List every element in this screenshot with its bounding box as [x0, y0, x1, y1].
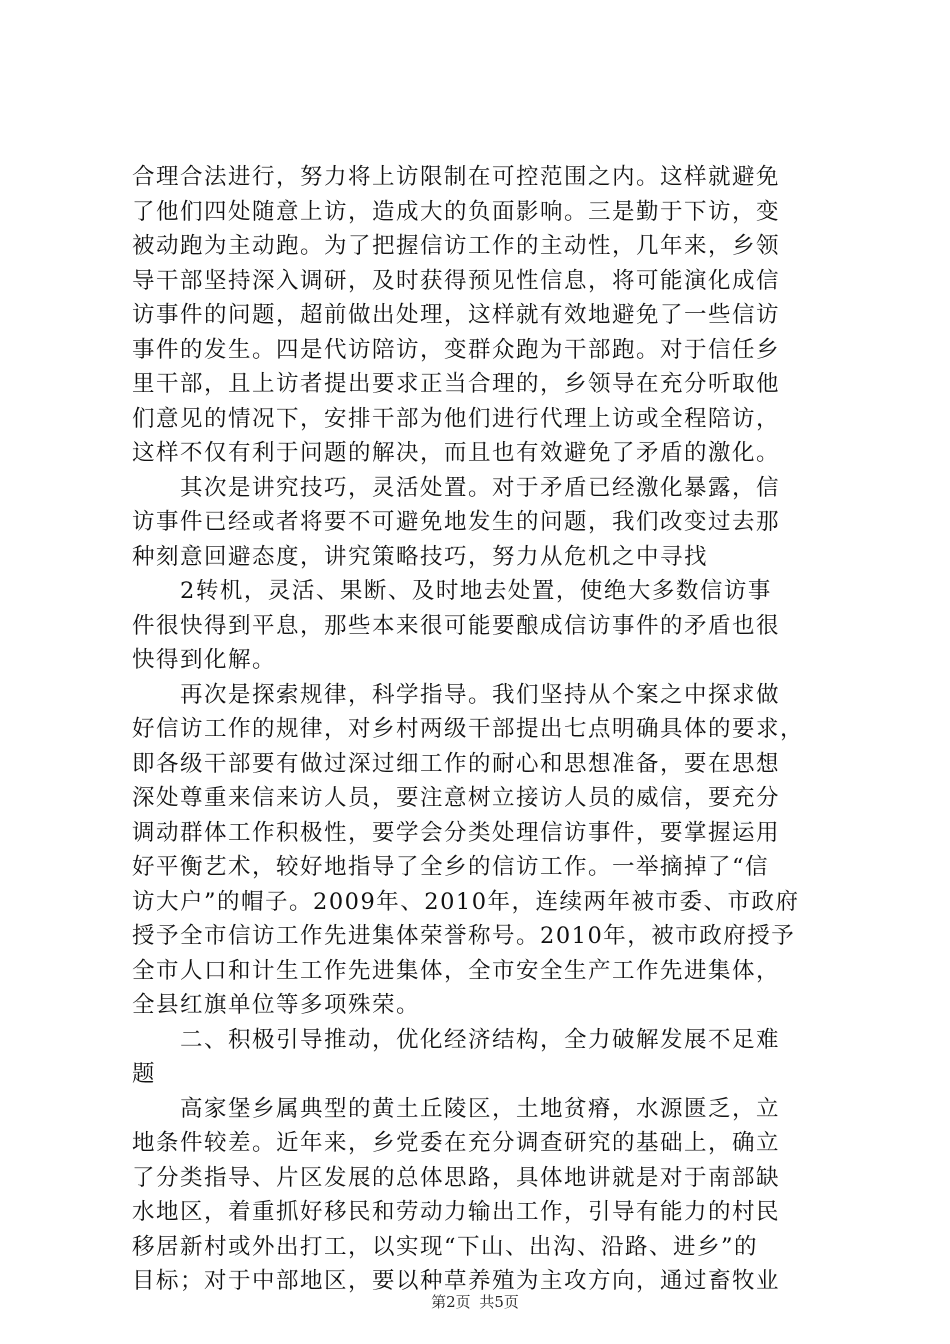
text-line: 调动群体工作积极性，要学会分类处理信访事件，要掌握运用	[132, 819, 781, 846]
text-line: 地条件较差。近年来，乡党委在充分调查研究的基础上，确立	[132, 1130, 781, 1156]
text-line: 再次是探索规律，科学指导。我们坚持从个案之中探求做	[180, 681, 781, 708]
text-line: 种刻意回避态度，讲究策略技巧，努力从危机之中寻找	[132, 543, 709, 570]
page-number: 第2页	[431, 1293, 471, 1311]
page-total: 共5页	[479, 1293, 519, 1311]
text-line: 目标；对于中部地区，要以种草养殖为主攻方向，通过畜牧业	[132, 1268, 781, 1294]
text-line: 件很快得到平息，那些本来很可能要酿成信访事件的矛盾也很	[132, 612, 781, 639]
text-line: 快得到化解。	[132, 647, 277, 673]
text-line: 们意见的情况下，安排干部为他们进行代理上访或全程陪访，	[132, 405, 781, 432]
text-line: 好平衡艺术，较好地指导了全乡的信访工作。一举摘掉了“信	[132, 854, 770, 880]
text-line: 好信访工作的规律，对乡村两级干部提出七点明确具体的要求，	[132, 716, 805, 742]
text-line: 里干部，且上访者提出要求正当合理的，乡领导在充分听取他	[132, 371, 781, 397]
text-line: 访事件已经或者将要不可避免地发生的问题，我们改变过去那	[132, 509, 781, 535]
text-line: 访事件的问题，超前做出处理，这样就有效地避免了一些信访	[132, 302, 781, 328]
text-line: 导干部坚持深入调研，及时获得预见性信息，将可能演化成信	[132, 267, 781, 294]
text-line: 2转机，灵活、果断、及时地去处置，使绝大多数信访事	[180, 578, 772, 604]
section-heading: 二、积极引导推动，优化经济结构，全力破解发展不足难	[180, 1026, 781, 1053]
text-line: 即各级干部要有做过深过细工作的耐心和思想准备，要在思想	[132, 750, 781, 777]
text-line: 了他们四处随意上访，造成大的负面影响。三是勤于下访，变	[132, 198, 781, 225]
body-text	[132, 160, 832, 1299]
text-line: 移居新村或外出打工，以实现“下山、出沟、沿路、进乡”的	[132, 1233, 759, 1260]
text-line: 访大户”的帽子。2009年、2010年，连续两年被市委、市政府	[132, 888, 800, 915]
text-line: 事件的发生。四是代访陪访，变群众跑为干部跑。对于信任乡	[132, 336, 781, 363]
text-line: 授予全市信访工作先进集体荣誉称号。2010年，被市政府授予	[132, 923, 796, 949]
text-line: 这样不仅有利于问题的解决，而且也有效避免了矛盾的激化。	[132, 440, 781, 466]
page-footer	[0, 1291, 950, 1312]
text-line: 全市人口和计生工作先进集体，全市安全生产工作先进集体，	[132, 957, 781, 984]
section-heading: 题	[132, 1061, 157, 1087]
text-line: 全县红旗单位等多项殊荣。	[132, 992, 421, 1018]
text-line: 了分类指导、片区发展的总体思路，具体地讲就是对于南部缺	[132, 1164, 781, 1191]
text-line: 被动跑为主动跑。为了把握信访工作的主动性，几年来，乡领	[132, 233, 781, 259]
text-line: 合理合法进行，努力将上访限制在可控范围之内。这样就避免	[132, 164, 781, 190]
text-line: 水地区，着重抓好移民和劳动力输出工作，引导有能力的村民	[132, 1199, 781, 1225]
text-line: 深处尊重来信来访人员，要注意树立接访人员的威信，要充分	[132, 785, 781, 811]
text-line: 高家堡乡属典型的黄土丘陵区，土地贫瘠，水源匮乏，立	[180, 1095, 781, 1122]
text-line: 其次是讲究技巧，灵活处置。对于矛盾已经激化暴露，信	[180, 474, 781, 501]
